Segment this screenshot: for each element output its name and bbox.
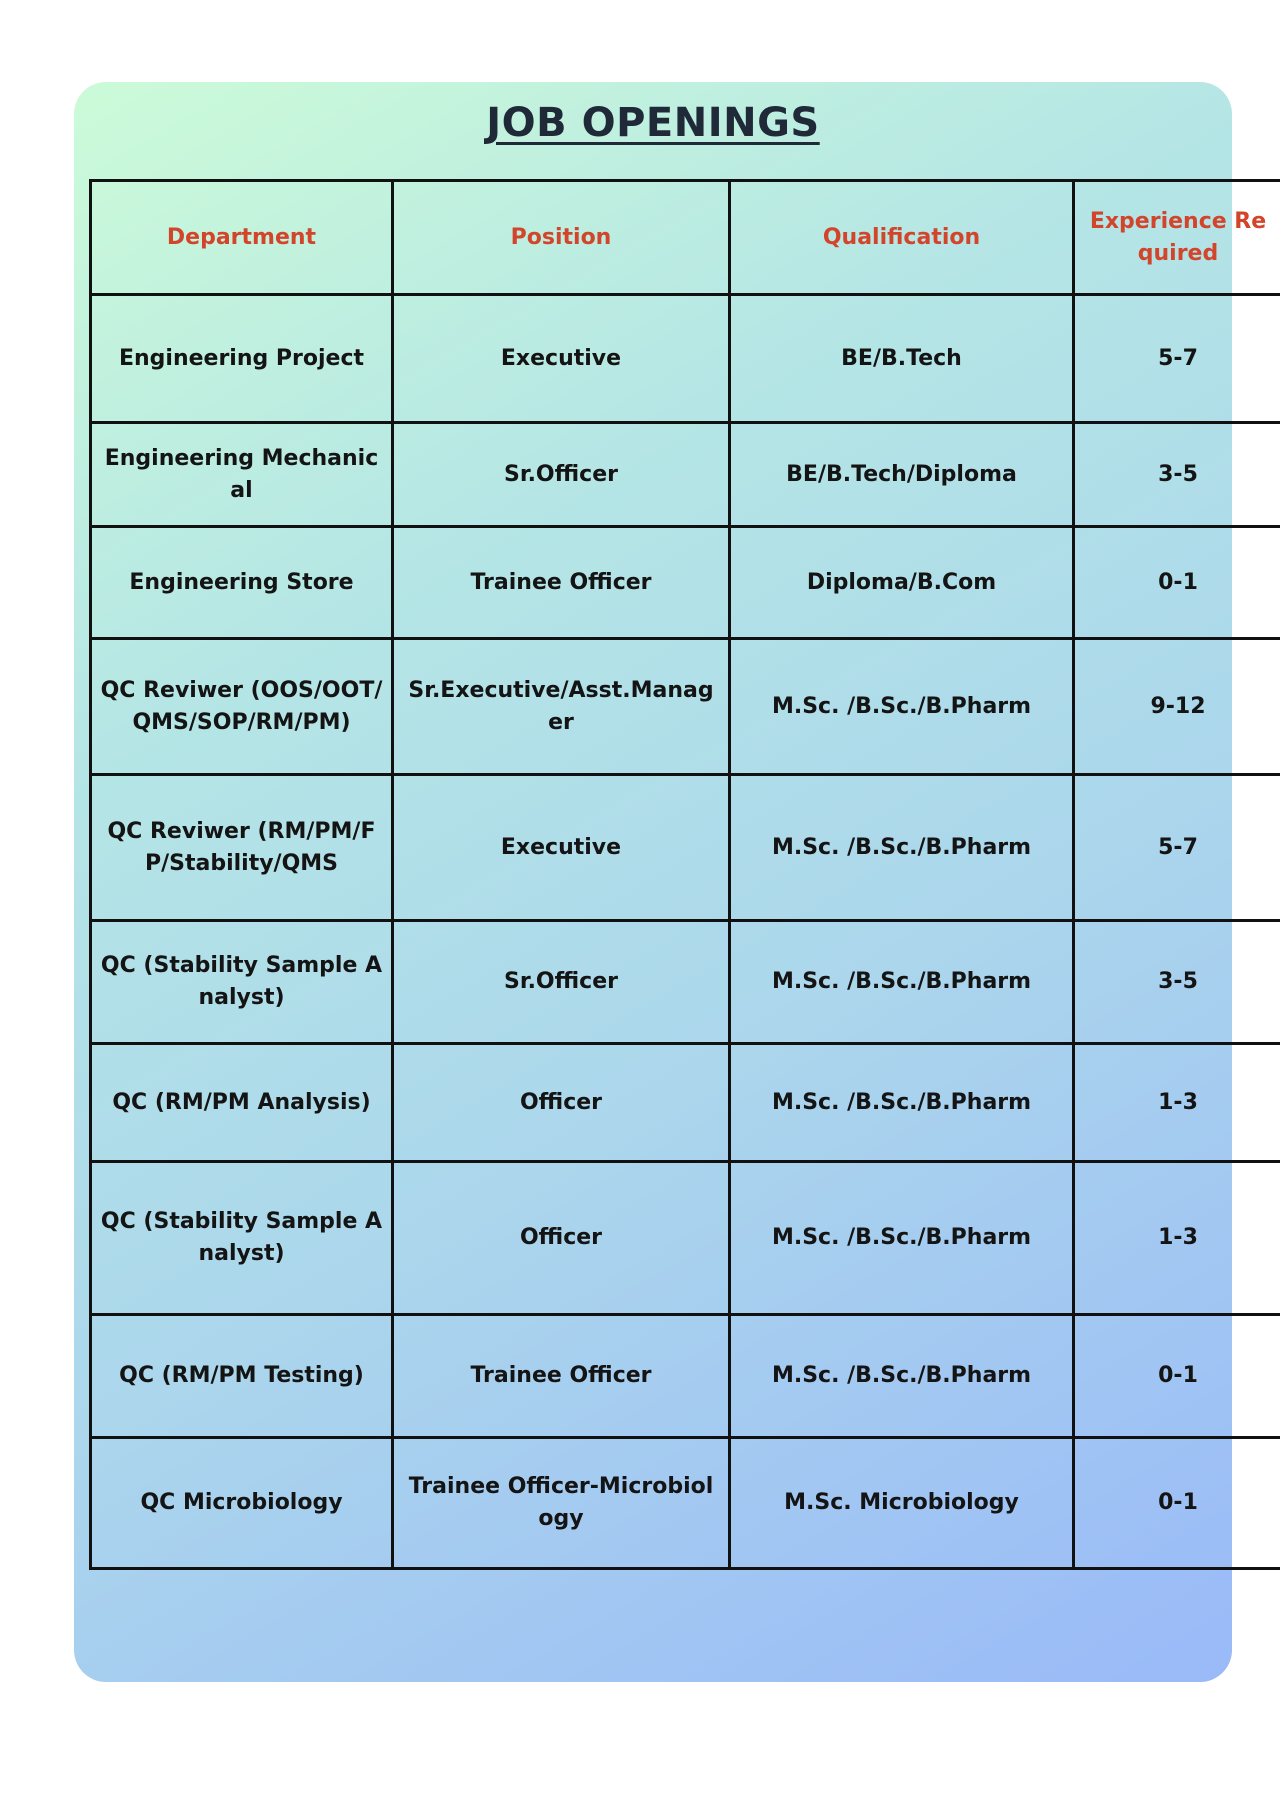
cell-qualification: M.Sc. /B.Sc./B.Pharm <box>730 1044 1074 1162</box>
cell-position: Sr.Executive/Asst.Manager <box>393 639 730 775</box>
cell-qualification: BE/B.Tech/Diploma <box>730 423 1074 527</box>
cell-position: Trainee Officer <box>393 1315 730 1438</box>
job-openings-card <box>74 82 1267 1682</box>
cell-department: Engineering Project <box>91 295 393 423</box>
cell-position: Trainee Officer-Microbiology <box>393 1438 730 1569</box>
cell-experience: 3-5 <box>1074 921 1280 1044</box>
table-row <box>91 921 1280 1044</box>
cell-qualification: M.Sc. /B.Sc./B.Pharm <box>730 1315 1074 1438</box>
column-header-experience: Experience Required <box>1074 181 1280 295</box>
page-title: JOB OPENINGS <box>486 100 820 146</box>
cell-qualification: M.Sc. /B.Sc./B.Pharm <box>730 921 1074 1044</box>
cell-position: Sr.Officer <box>393 423 730 527</box>
table-header-row <box>91 181 1280 295</box>
table-row <box>91 639 1280 775</box>
table-row <box>91 423 1280 527</box>
table-row <box>91 527 1280 639</box>
cell-department: QC (Stability Sample Analyst) <box>91 1162 393 1315</box>
table-row <box>91 1044 1280 1162</box>
job-openings-table <box>89 179 1280 1570</box>
cell-department: QC Reviwer (OOS/OOT/QMS/SOP/RM/PM) <box>91 639 393 775</box>
table-row <box>91 1162 1280 1315</box>
cell-qualification: M.Sc. /B.Sc./B.Pharm <box>730 639 1074 775</box>
cell-department: Engineering Mechanical <box>91 423 393 527</box>
cell-position: Officer <box>393 1044 730 1162</box>
cell-experience: 0-1 <box>1074 527 1280 639</box>
cell-experience: 5-7 <box>1074 775 1280 921</box>
cell-qualification: M.Sc. /B.Sc./B.Pharm <box>730 1162 1074 1315</box>
column-header-qualification: Qualification <box>730 181 1074 295</box>
cell-experience: 1-3 <box>1074 1044 1280 1162</box>
table-row <box>91 295 1280 423</box>
cell-experience: 9-12 <box>1074 639 1280 775</box>
cell-experience: 0-1 <box>1074 1438 1280 1569</box>
table-row <box>91 1438 1280 1569</box>
cell-department: QC (RM/PM Analysis) <box>91 1044 393 1162</box>
table-row <box>91 775 1280 921</box>
cell-experience: 5-7 <box>1074 295 1280 423</box>
cell-qualification: M.Sc. /B.Sc./B.Pharm <box>730 775 1074 921</box>
cell-position: Executive <box>393 775 730 921</box>
cell-experience: 1-3 <box>1074 1162 1280 1315</box>
cell-position: Executive <box>393 295 730 423</box>
cell-department: QC (RM/PM Testing) <box>91 1315 393 1438</box>
cell-position: Officer <box>393 1162 730 1315</box>
cell-position: Trainee Officer <box>393 527 730 639</box>
cell-position: Sr.Officer <box>393 921 730 1044</box>
cell-department: QC Microbiology <box>91 1438 393 1569</box>
cell-qualification: BE/B.Tech <box>730 295 1074 423</box>
cell-experience: 3-5 <box>1074 423 1280 527</box>
column-header-department: Department <box>91 181 393 295</box>
cell-experience: 0-1 <box>1074 1315 1280 1438</box>
cell-department: Engineering Store <box>91 527 393 639</box>
column-header-position: Position <box>393 181 730 295</box>
table-row <box>91 1315 1280 1438</box>
cell-department: QC Reviwer (RM/PM/FP/Stability/QMS <box>91 775 393 921</box>
cell-qualification: M.Sc. Microbiology <box>730 1438 1074 1569</box>
cell-qualification: Diploma/B.Com <box>730 527 1074 639</box>
cell-department: QC (Stability Sample Analyst) <box>91 921 393 1044</box>
